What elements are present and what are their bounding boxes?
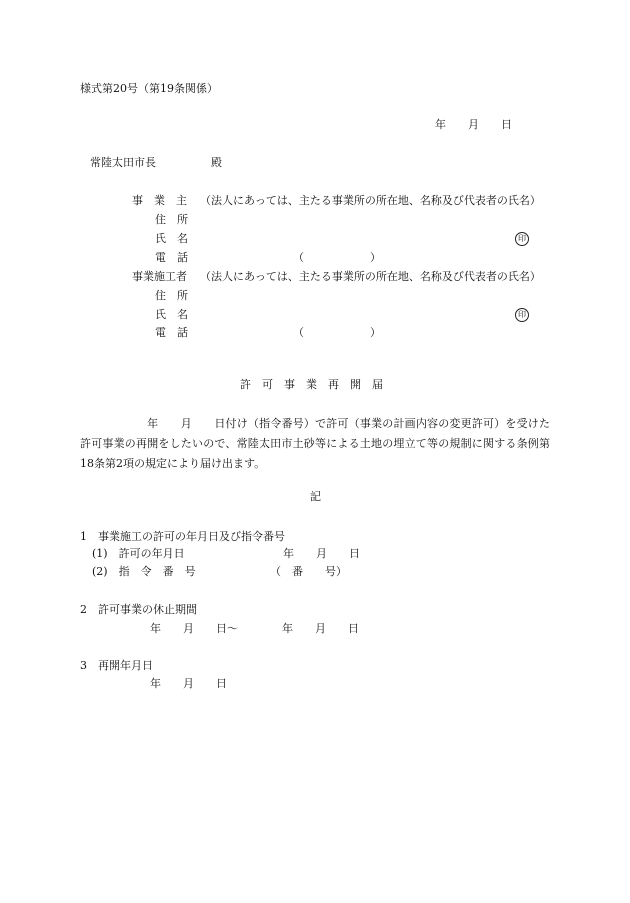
- contractor-seal-mark: 印: [515, 308, 529, 322]
- section1-item2-value: （ 番 号）: [270, 565, 347, 578]
- contractor-name-label: 氏 名: [155, 308, 188, 321]
- contractor-note: （法人にあっては、主たる事業所の所在地、名称及び代表者の氏名）: [200, 270, 541, 283]
- owner-name-label: 氏 名: [155, 232, 188, 245]
- body-paragraph: 年 月 日付け（指令番号）で許可（事業の計画内容の変更許可）を受けた許可事業の再開をしたいので、常陸太田市土砂等による土地の埋立て等の規制に関する条例第18条第2項の規定により届け出ます。: [80, 417, 550, 470]
- section1-item1-label: (1) 許可の年月日: [92, 547, 185, 560]
- owner-seal-mark: 印: [515, 232, 529, 246]
- ki-heading: 記: [310, 490, 321, 503]
- section2-heading: 2 許可事業の休止期間: [80, 603, 197, 616]
- section3-date: 年 月 日: [150, 677, 227, 690]
- contractor-heading: 事業施工者: [132, 270, 187, 283]
- section2-period: 年 月 日～ 年 月 日: [150, 622, 359, 635]
- section3-heading: 3 再開年月日: [80, 659, 153, 672]
- submission-date: 年 月 日: [435, 118, 512, 131]
- section1-item2-label: (2) 指 令 番 号: [92, 565, 196, 578]
- section1-heading: 1 事業施工の許可の年月日及び指令番号: [80, 530, 285, 543]
- owner-note: （法人にあっては、主たる事業所の所在地、名称及び代表者の氏名）: [200, 194, 541, 207]
- owner-phone-field: （ ）: [293, 251, 381, 264]
- owner-phone-label: 電 話: [155, 251, 188, 264]
- addressee: 常陸太田市長 殿: [90, 156, 222, 169]
- owner-heading: 事 業 主: [132, 194, 187, 207]
- contractor-phone-label: 電 話: [155, 326, 188, 339]
- contractor-address-label: 住 所: [155, 289, 188, 302]
- owner-address-label: 住 所: [155, 213, 188, 226]
- form-number: 様式第20号（第19条関係）: [80, 82, 218, 95]
- document-title: 許 可 事 業 再 開 届: [240, 378, 383, 391]
- contractor-phone-field: （ ）: [293, 326, 381, 339]
- section1-item1-value: 年 月 日: [283, 547, 360, 560]
